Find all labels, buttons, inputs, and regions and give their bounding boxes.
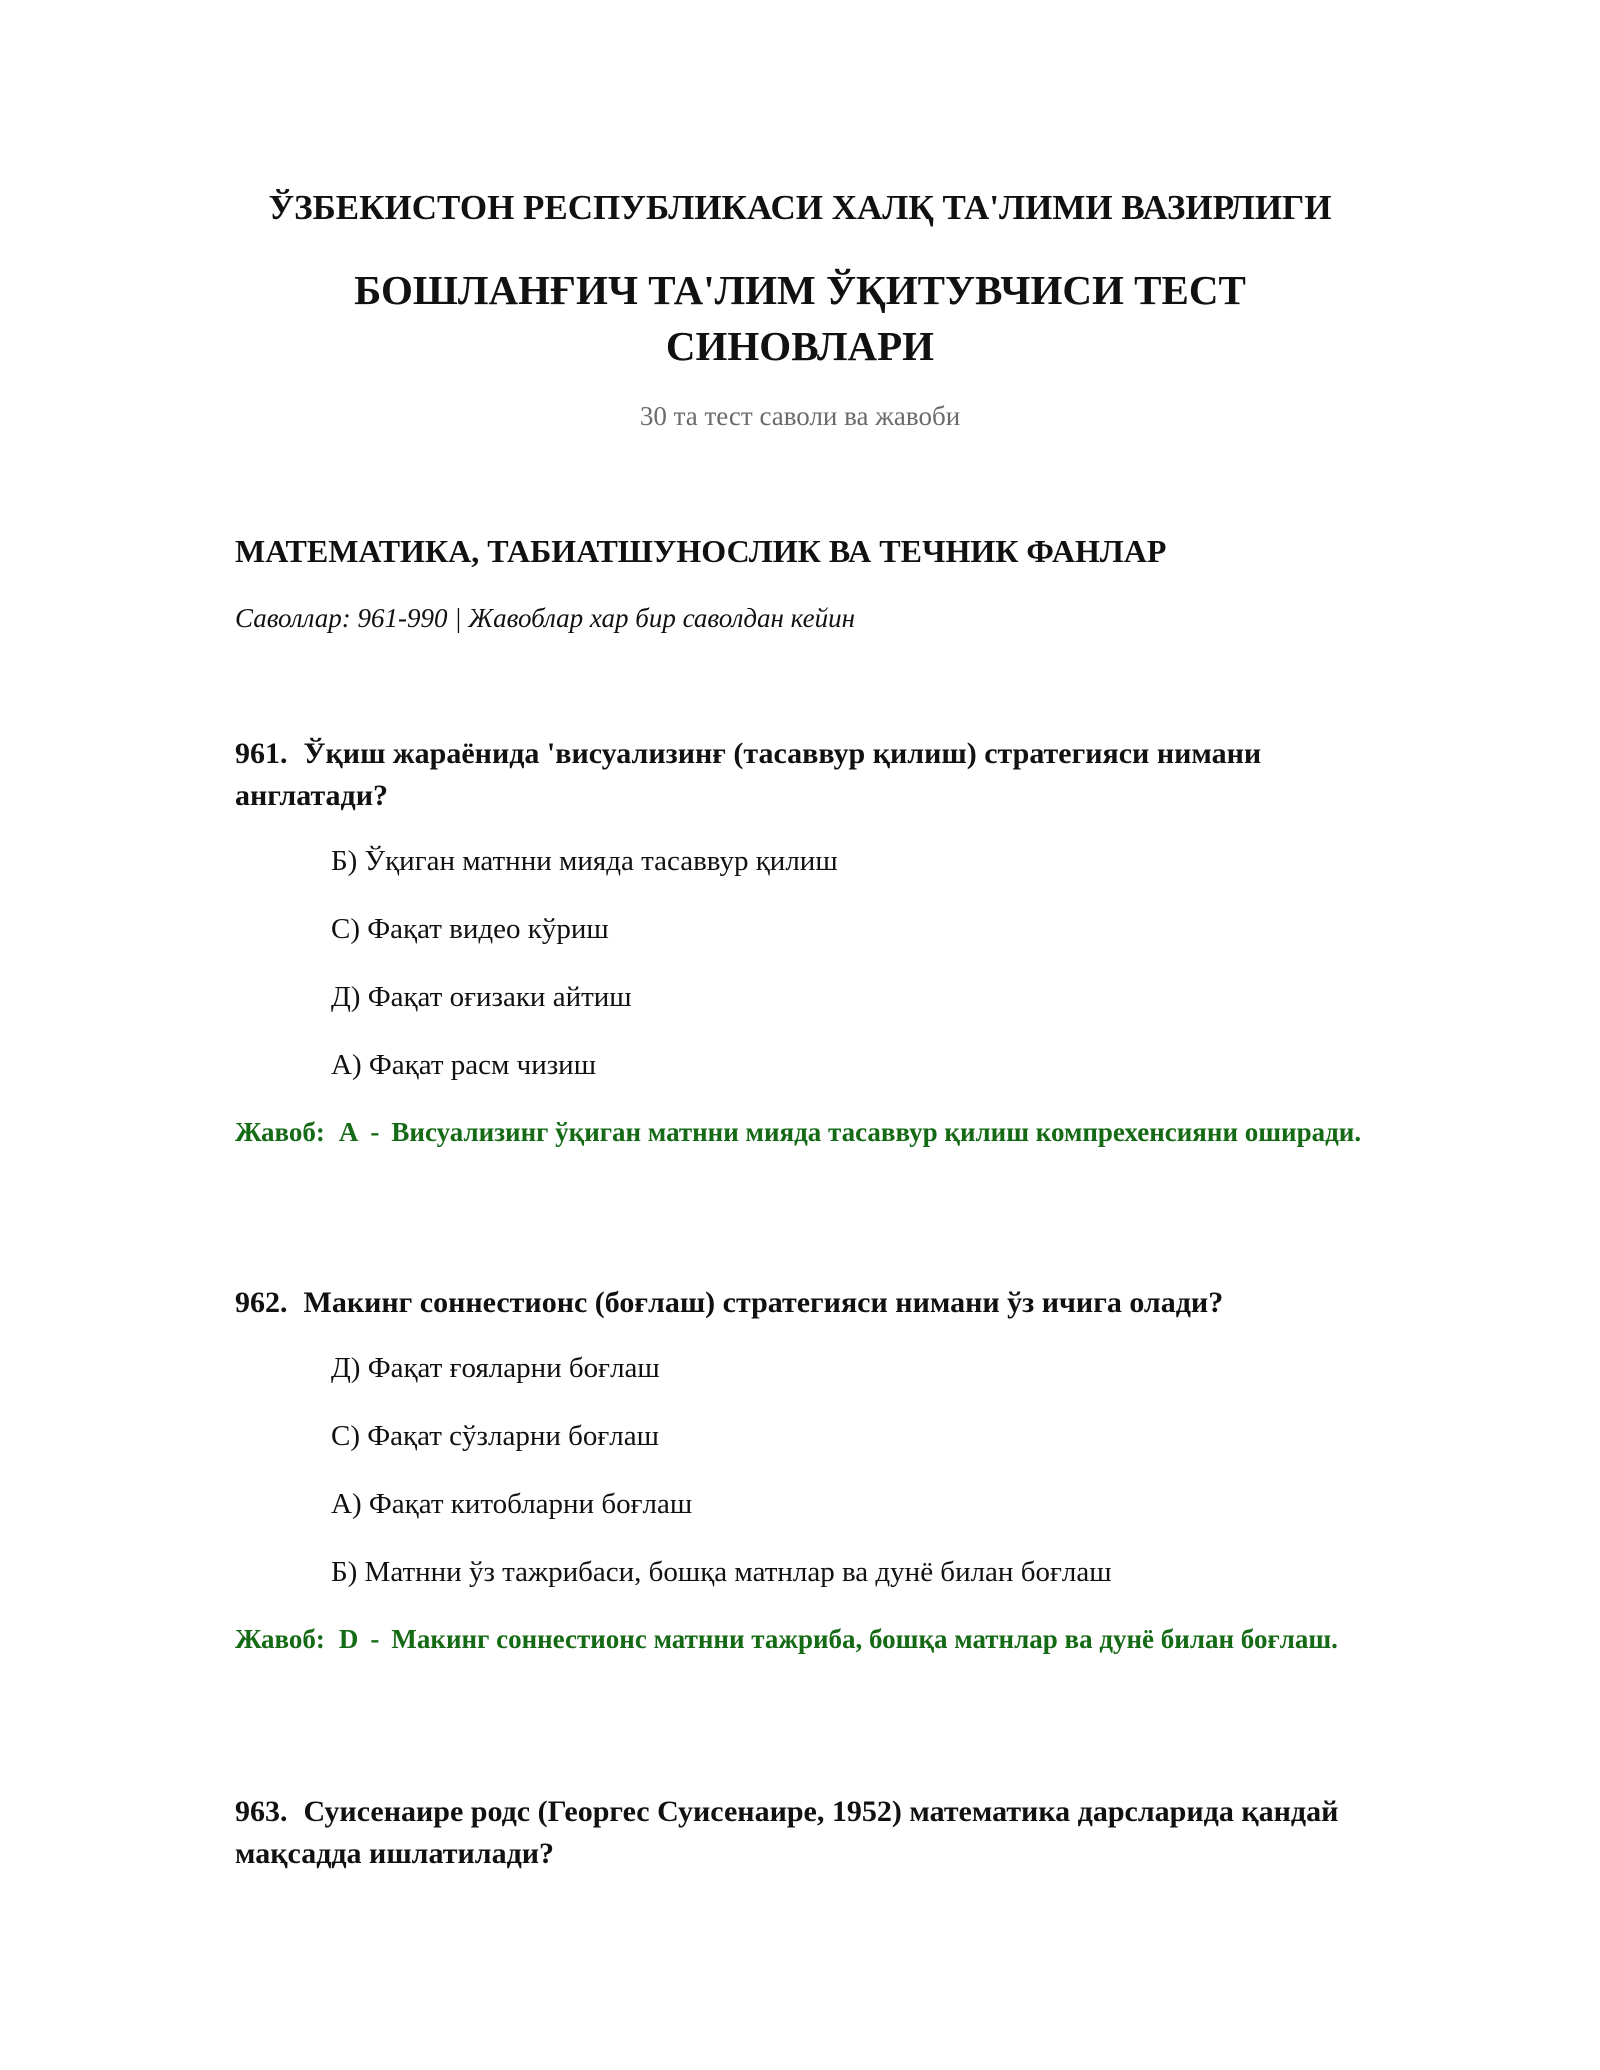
section-title: МАТЕМАТИКА, ТАБИАТШУНОСЛИК ВА ТЕЧНИК ФАНЛАР	[235, 533, 1167, 569]
answer-label: Жавоб:	[235, 1117, 325, 1147]
question-number: 963.	[235, 1795, 288, 1828]
answer-separator: -	[370, 1624, 380, 1654]
question-text	[235, 1282, 1365, 1324]
answer-explanation: Висуализинг ўқиган матнни мияда тасаввур қилиш компрехенсияни оширади.	[391, 1117, 1362, 1147]
question-body: Ўқиш жараёнида 'висуализинғ (тасаввур қилиш) стратегияси нимани англатади?	[235, 737, 1262, 812]
option-item: С) Фақат видео кўриш	[331, 913, 609, 945]
option-item: А) Фақат расм чизиш	[331, 1049, 597, 1081]
question-number: 962.	[235, 1286, 288, 1319]
question-body: Макинг соннестионс (боғлаш) стратегияси нимани ўз ичига олади?	[303, 1286, 1224, 1319]
option-item: Б) Матнни ўз тажрибаси, бошқа матнлар ва дунё билан боғлаш	[331, 1556, 1112, 1588]
question-963	[235, 1791, 1365, 1875]
question-text	[235, 733, 1365, 817]
option-list	[331, 841, 1365, 1085]
option-item: Б) Ўқиган матнни мияда тасаввур қилиш	[331, 845, 838, 877]
answer-line	[235, 1113, 1365, 1152]
option-item: Д) Фақат оғизаки айтиш	[331, 981, 632, 1013]
option-item: С) Фақат сўзларни боғлаш	[331, 1420, 659, 1452]
document-subtitle: 30 та тест саволи ва жавоби	[639, 401, 961, 431]
question-961	[235, 733, 1365, 1152]
answer-key: A	[338, 1117, 359, 1147]
question-962	[235, 1282, 1365, 1659]
section-meta: Саволлар: 961-990 | Жавоблар хар бир саволдан кейин	[235, 603, 856, 633]
question-body: Суисенаире родс (Георгес Суисенаире, 1952) математика дарсларида қандай мақсадда ишлатилади?	[235, 1795, 1339, 1870]
answer-label: Жавоб:	[235, 1624, 325, 1654]
answer-key: D	[338, 1624, 359, 1654]
question-number: 961.	[235, 737, 288, 770]
answer-explanation: Макинг соннестионс матнни тажриба, бошқа матнлар ва дунё билан боғлаш.	[391, 1624, 1338, 1654]
option-list	[331, 1348, 1365, 1592]
answer-separator: -	[370, 1117, 380, 1147]
answer-line	[235, 1620, 1365, 1659]
ministry-heading: ЎЗБЕКИСТОН РЕСПУБЛИКАСИ ХАЛҚ ТА'ЛИМИ ВАЗИРЛИГИ	[268, 188, 1332, 227]
option-item: А) Фақат китобларни боғлаш	[331, 1488, 693, 1520]
question-text	[235, 1791, 1365, 1875]
document-title: БОШЛАНҒИЧ ТА'ЛИМ ЎҚИТУВЧИСИ ТЕСТ СИНОВЛАРИ	[354, 267, 1246, 369]
option-item: Д) Фақат ғояларни боғлаш	[331, 1352, 660, 1384]
